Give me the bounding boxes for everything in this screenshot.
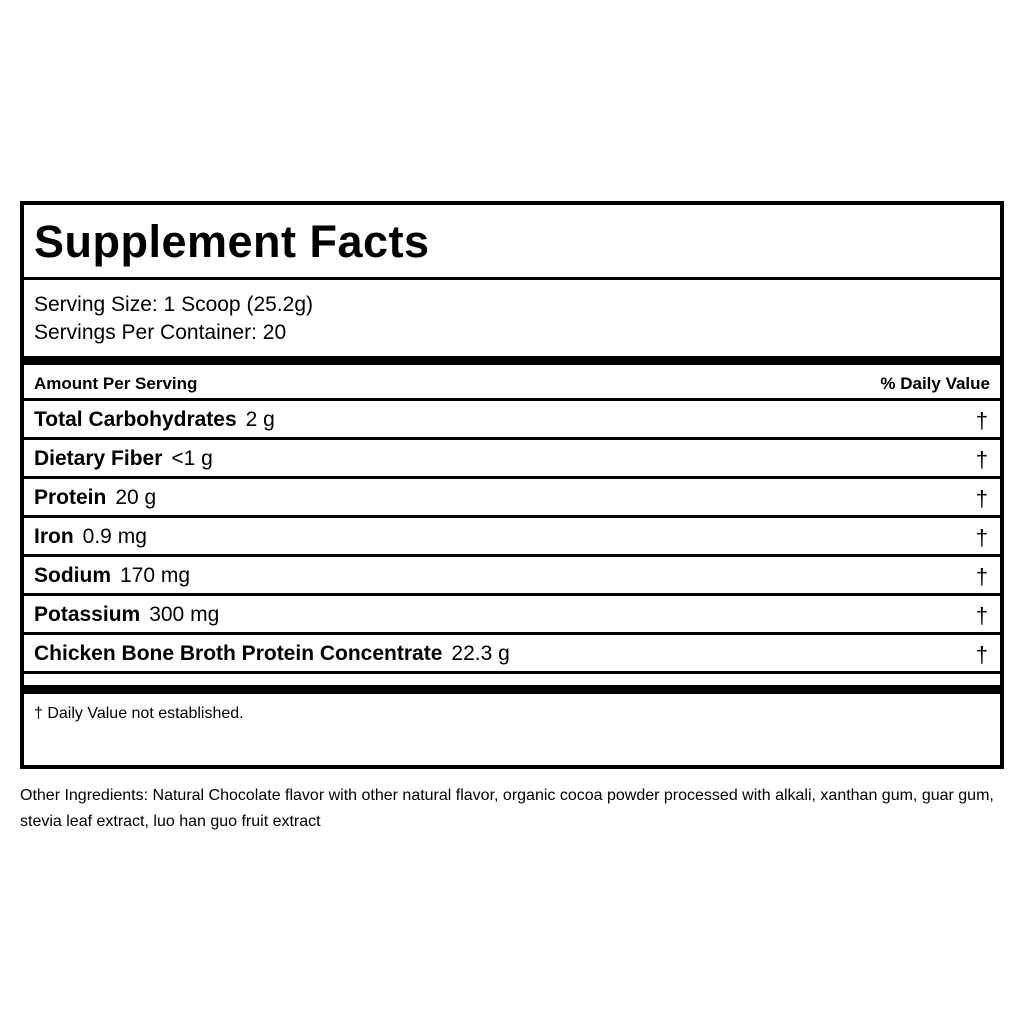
daily-value-dagger: † <box>975 603 988 628</box>
nutrient-row <box>24 440 1000 479</box>
nutrient-amount: 22.3 g <box>451 642 510 665</box>
nutrient-name: Iron <box>34 525 74 548</box>
nutrient-name: Dietary Fiber <box>34 447 163 470</box>
column-header <box>24 365 1000 401</box>
other-ingredients: Other Ingredients: Natural Chocolate flavor with other natural flavor, organic cocoa powder processed with alkali, xanthan gum, guar gum, stevia leaf extract, luo han guo fruit extract <box>20 787 994 830</box>
nutrient-amount: 170 mg <box>120 564 191 587</box>
daily-value-dagger: † <box>975 408 988 433</box>
nutrient-name: Chicken Bone Broth Protein Concentrate <box>34 642 443 665</box>
nutrient-amount: 0.9 mg <box>82 525 147 548</box>
nutrient-name: Total Carbohydrates <box>34 408 237 431</box>
thick-divider-bottom <box>24 685 1000 694</box>
nutrient-row <box>24 518 1000 557</box>
nutrient-amount: 20 g <box>115 486 157 509</box>
nutrient-amount: <1 g <box>171 447 213 470</box>
nutrient-row <box>24 596 1000 635</box>
nutrient-name: Sodium <box>34 564 111 587</box>
thick-divider-top <box>24 356 1000 365</box>
nutrient-name: Potassium <box>34 603 141 626</box>
nutrient-amount: 300 mg <box>149 603 220 626</box>
supplement-facts-panel <box>20 201 1004 769</box>
servings-per-container: Servings Per Container: 20 <box>34 321 287 344</box>
daily-value-dagger: † <box>975 447 988 472</box>
serving-info <box>34 291 313 347</box>
panel-title: Supplement Facts <box>34 216 430 267</box>
title-row <box>24 205 1000 280</box>
nutrient-rows <box>24 401 1000 674</box>
nutrient-name: Protein <box>34 486 107 509</box>
daily-value-dagger: † <box>975 642 988 667</box>
amount-per-serving-header: Amount Per Serving <box>34 374 198 393</box>
nutrient-row <box>24 557 1000 596</box>
daily-value-header: % Daily Value <box>880 374 990 393</box>
serving-size: Serving Size: 1 Scoop (25.2g) <box>34 293 313 316</box>
nutrient-row <box>24 401 1000 440</box>
daily-value-footnote: † Daily Value not established. <box>34 705 244 722</box>
daily-value-dagger: † <box>975 486 988 511</box>
nutrient-row <box>24 635 1000 674</box>
daily-value-dagger: † <box>975 564 988 589</box>
nutrient-row <box>24 479 1000 518</box>
daily-value-dagger: † <box>975 525 988 550</box>
nutrient-amount: 2 g <box>245 408 275 431</box>
